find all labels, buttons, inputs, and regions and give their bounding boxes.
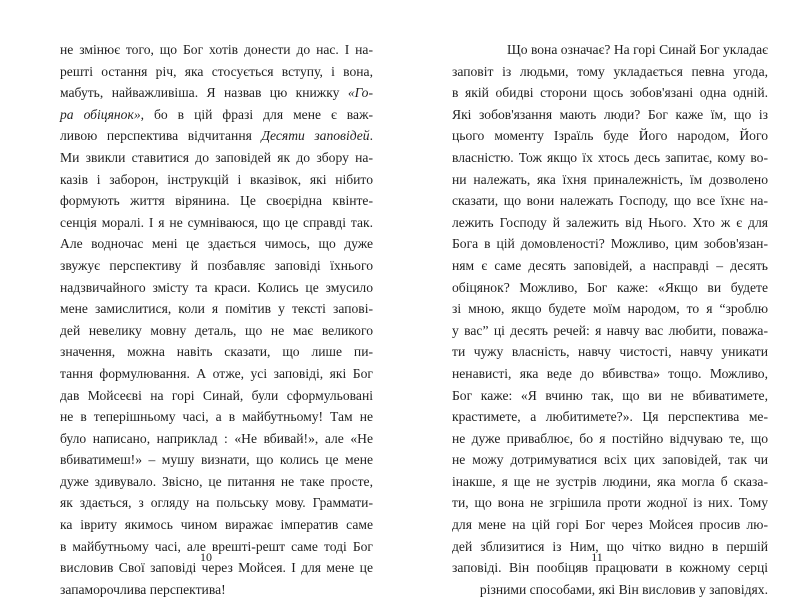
book-title-italic: ра обіцянок» <box>60 106 141 122</box>
text-line: не дуже приваблює, бо я постійно відчуваю те, що <box>452 430 768 446</box>
text-line: в якій обидві сторони щось зобов'язані одна одній. <box>452 85 768 101</box>
text-line: тання формулювання. А отже, усі заповіді, які Бог <box>60 365 373 381</box>
text-line: заповіді. Він пообіцяв працювати в кожному серці <box>452 560 768 576</box>
text-line: крастимете, а любитимете?». Ця перспектива ме- <box>452 409 768 425</box>
text-line: обіцянок? Можливо, Бог каже: «Якщо ви будете <box>452 279 768 295</box>
page-number: 11 <box>591 550 603 564</box>
right-page <box>400 0 800 600</box>
text-line: вбиватимеш!» – мушу визнати, що колись це мене <box>60 452 373 468</box>
text-line: ра обіцянок», бо в цій фразі для мене є важ- <box>60 106 373 122</box>
text-line: не в теперішньому часі, а в майбутньому! Там не <box>60 409 373 425</box>
text-line: ти чужу власність, навчу чистості, навчу уникати <box>452 344 768 360</box>
text-line: Ми звикли ставитися до заповідей як до збору на- <box>60 149 373 165</box>
text-line: ка івриту якимось чином виражає імператив саме <box>60 517 373 533</box>
text-line: в майбутньому часі, але врешті-решт саме тоді Бог <box>60 538 373 554</box>
right-page-text <box>452 39 768 600</box>
text-line: не змінює того, що Бог хотів донести до нас. І на- <box>60 42 373 57</box>
text-line: сказати, що вони належать Господу, що все їхнє на- <box>452 193 768 209</box>
text-line: ливою перспектива відчитання Десяти заповідей. <box>60 128 373 144</box>
page-number: 10 <box>200 550 212 564</box>
text-line: цього моменту Ізраїль буде Його народом, Його <box>452 128 768 144</box>
text-line: зі мною, якщо будете моїм народом, то я “зроблю <box>452 301 768 317</box>
text-line: Що вона означає? На горі Синай Бог укладає <box>507 42 768 57</box>
text-line: дуже здивувало. Звісно, це питання не таке просте, <box>60 473 373 489</box>
text-line: дав Мойсеєві на горі Синай, були сформульовані <box>60 387 373 403</box>
text-line: запаморочлива перспектива! <box>60 581 226 597</box>
text-line: Але водночас мені це здається чимось, що дуже <box>60 236 373 252</box>
text-line: лежить Господу й залежить від Нього. Хто ж є для <box>452 214 768 230</box>
text-line: значення, можна навіть сказати, що лише пи- <box>60 344 373 360</box>
text-line: казів і заборон, інструкцій і вказівок, які нібито <box>60 171 373 187</box>
text-line: мене замислитися, коли я помітив у тексті запові- <box>60 301 373 317</box>
text-line: Які зобов'язання мають люди? Бог каже їм, що із <box>452 106 768 122</box>
text-line: було написано, наприклад : «Не вбивай!», але «Не <box>60 430 373 446</box>
text-line: мабуть, найважливіша. Я назвав цю книжку «Го- <box>60 85 373 101</box>
text-line: у вас” ці десять речей: я навчу вас любити, поважа- <box>452 322 768 338</box>
text-line: формують життя вірянина. Це своєрідна квінте- <box>60 193 373 209</box>
text-line: дей зблизитися із Ним, що чітко видно в першій <box>452 538 768 554</box>
ten-commandments-italic: Десяти заповідей <box>261 128 370 144</box>
text-line: звужує перспективу й позбавляє заповіді їхнього <box>60 257 373 273</box>
text-line: інакше, я ще не зустрів людини, яка могла б сказа- <box>452 473 768 489</box>
text-line: висловив Свої заповіді через Мойсея. І для мене це <box>60 560 373 576</box>
text-line: для мене на цій горі Бог через Мойсея просив лю- <box>452 517 768 533</box>
text-line: як здається, з огляду на польську мову. Граммати- <box>60 495 373 511</box>
text-line: ням є саме десять заповідей, а насправді – десять <box>452 257 768 273</box>
text-line: Бога в цій домовленості? Можливо, цим зобов'язан- <box>452 236 768 252</box>
text-line: заповіт із людьми, тому укладається певна угода, <box>452 63 768 79</box>
text-line: ти, що вона не згрішила проти жодної із них. Тому <box>452 495 768 511</box>
text-line: надзвичайного змісту та краси. Колись це змусило <box>60 279 373 295</box>
text-line: дей невелику мовну деталь, що не має великого <box>60 322 373 338</box>
text-line: власністю. Тож якщо їх хтось десь запитає, кому во- <box>452 149 768 165</box>
text-line: ненависті, яка веде до вбивства» тощо. Можливо, <box>452 365 768 381</box>
left-page-text <box>60 39 373 600</box>
text-line: сенція моралі. І я не сумніваюся, що це справді так. <box>60 214 373 230</box>
book-title-italic: «Го- <box>347 85 373 101</box>
text-line: решті остання річ, яка стосується вступу, і вона, <box>60 63 373 79</box>
text-line: різними способами, які Він висловив у заповідях. <box>479 581 768 597</box>
text-line: ни належать, яка їхня приналежність, їм дозволено <box>452 171 768 187</box>
text-line: Бог каже: «Я вчиню так, що ви не вбиватимете, <box>452 387 768 403</box>
text-line: не можу дотримуватися всіх цих заповідей, так чи <box>452 452 768 468</box>
